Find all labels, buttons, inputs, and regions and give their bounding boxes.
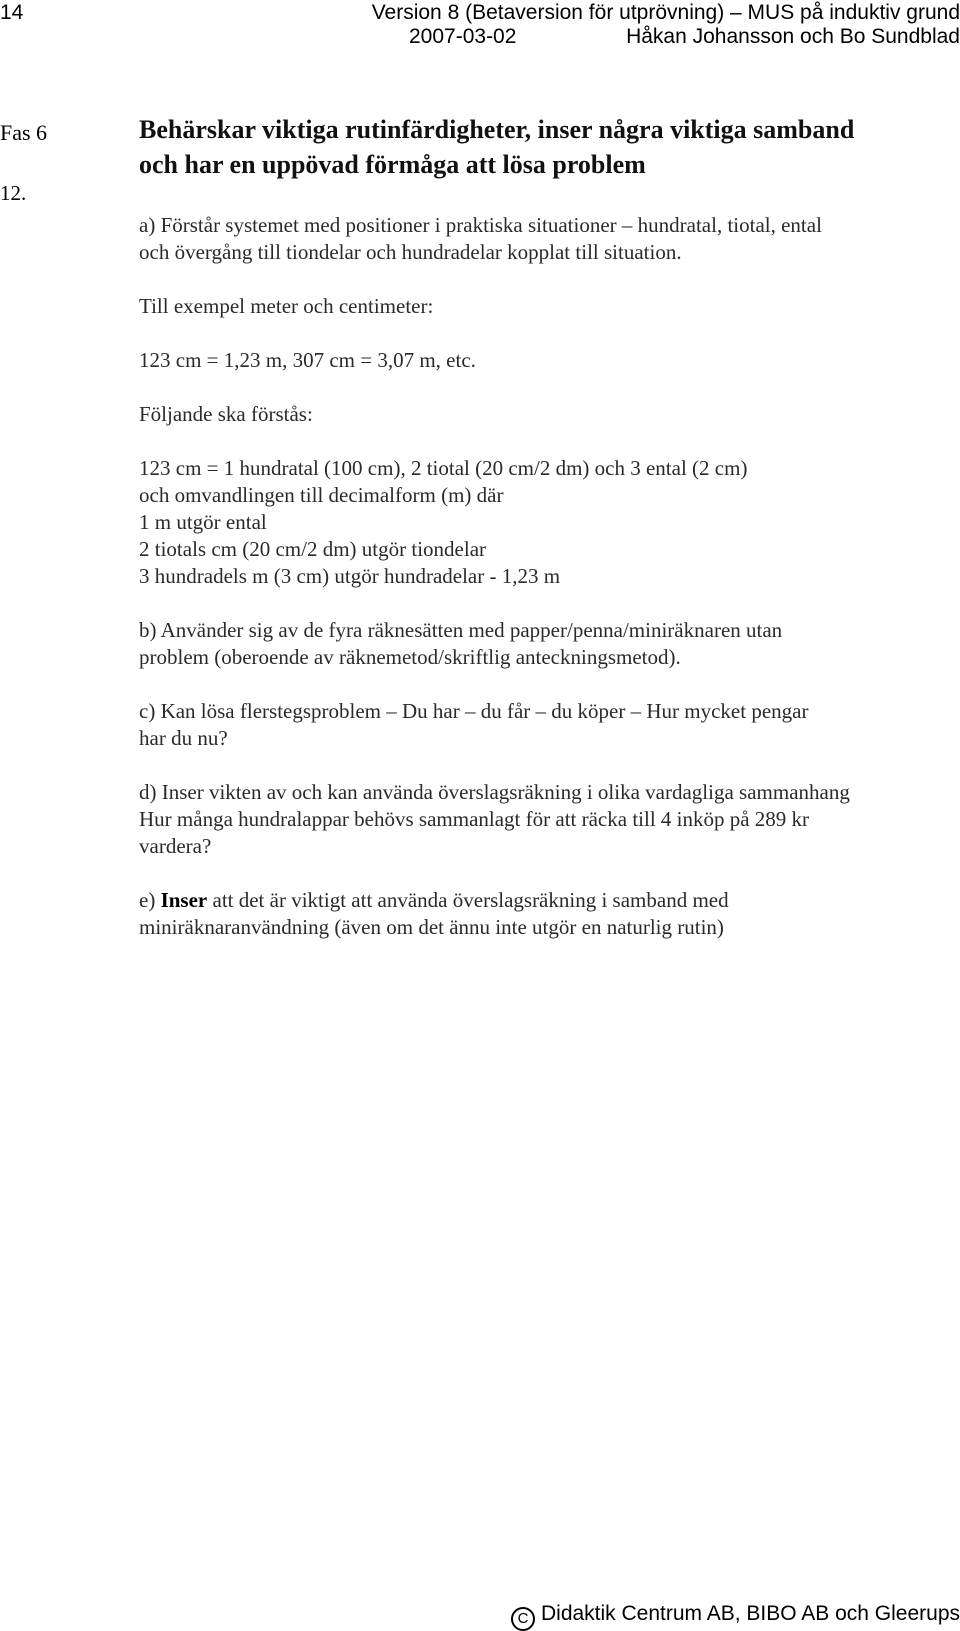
paragraph-e-bold: Inser [160, 888, 208, 912]
header-version-line: Version 8 (Betaversion för utprövning) – MUS på induktiv grund [371, 1, 960, 24]
understand-block [139, 455, 960, 590]
paragraph-a-line-2: och övergång till tiondelar och hundradelar kopplat till situation. [139, 240, 682, 264]
paragraph-d-line: vardera? [139, 834, 212, 858]
copyright-icon: C [511, 1607, 535, 1631]
paragraph-e [139, 887, 960, 941]
header-date: 2007-03-02 [409, 25, 517, 48]
example-line: 123 cm = 1,23 m, 307 cm = 3,07 m, etc. [139, 348, 476, 372]
paragraph-e-line-1 [139, 887, 960, 914]
item-number: 12. [0, 181, 27, 205]
example-intro: Till exempel meter och centimeter: [139, 294, 434, 318]
main-content [139, 112, 960, 941]
paragraph-e-line-2: miniräknaranvändning (även om det ännu inte utgör en naturlig rutin) [139, 915, 724, 939]
footer-copyright [511, 1601, 960, 1631]
understand-intro: Följande ska förstås: [139, 402, 313, 426]
paragraph-c [139, 698, 960, 752]
understand-line: 3 hundradels m (3 cm) utgör hundradelar - 1,23 m [139, 564, 561, 588]
page-number: 14 [0, 1, 24, 24]
understand-line: 2 tiotals cm (20 cm/2 dm) utgör tiondelar [139, 537, 487, 561]
paragraph-d-line: d) Inser vikten av och kan använda överslagsräkning i olika vardagliga sammanhang [139, 780, 850, 804]
paragraph-d-line: Hur många hundralappar behövs sammanlagt för att räcka till 4 inköp på 289 kr [139, 807, 810, 831]
paragraph-e-prefix: e) [139, 888, 161, 912]
understand-line: 1 m utgör ental [139, 510, 267, 534]
title-line-2: och har en uppövad förmåga att lösa problem [139, 150, 646, 179]
understand-line: 123 cm = 1 hundratal (100 cm), 2 tiotal (20 cm/2 dm) och 3 ental (2 cm) [139, 456, 748, 480]
paragraph-b-line: problem (oberoende av räknemetod/skriftlig anteckningsmetod). [139, 645, 681, 669]
paragraph-c-line: har du nu? [139, 726, 228, 750]
understand-line: och omvandlingen till decimalform (m) där [139, 483, 504, 507]
paragraph-e-rest: att det är viktigt att använda överslagsräkning i samband med [207, 888, 729, 912]
title-line-1: Behärskar viktiga rutinfärdigheter, inser några viktiga samband [139, 115, 855, 144]
footer-text: Didaktik Centrum AB, BIBO AB och Gleerups [540, 1602, 960, 1625]
paragraph-b-line: b) Använder sig av de fyra räknesätten med papper/penna/miniräknaren utan [139, 618, 783, 642]
paragraph-d [139, 779, 960, 860]
paragraph-a [139, 212, 960, 266]
section-title [139, 112, 960, 182]
paragraph-c-line: c) Kan lösa flerstegsproblem – Du har – du får – du köper – Hur mycket pengar [139, 699, 809, 723]
header-authors: Håkan Johansson och Bo Sundblad [626, 25, 960, 48]
paragraph-b [139, 617, 960, 671]
paragraph-a-line-1: a) Förstår systemet med positioner i praktiska situationer – hundratal, tiotal, ental [139, 213, 822, 237]
phase-label: Fas 6 [0, 120, 48, 145]
